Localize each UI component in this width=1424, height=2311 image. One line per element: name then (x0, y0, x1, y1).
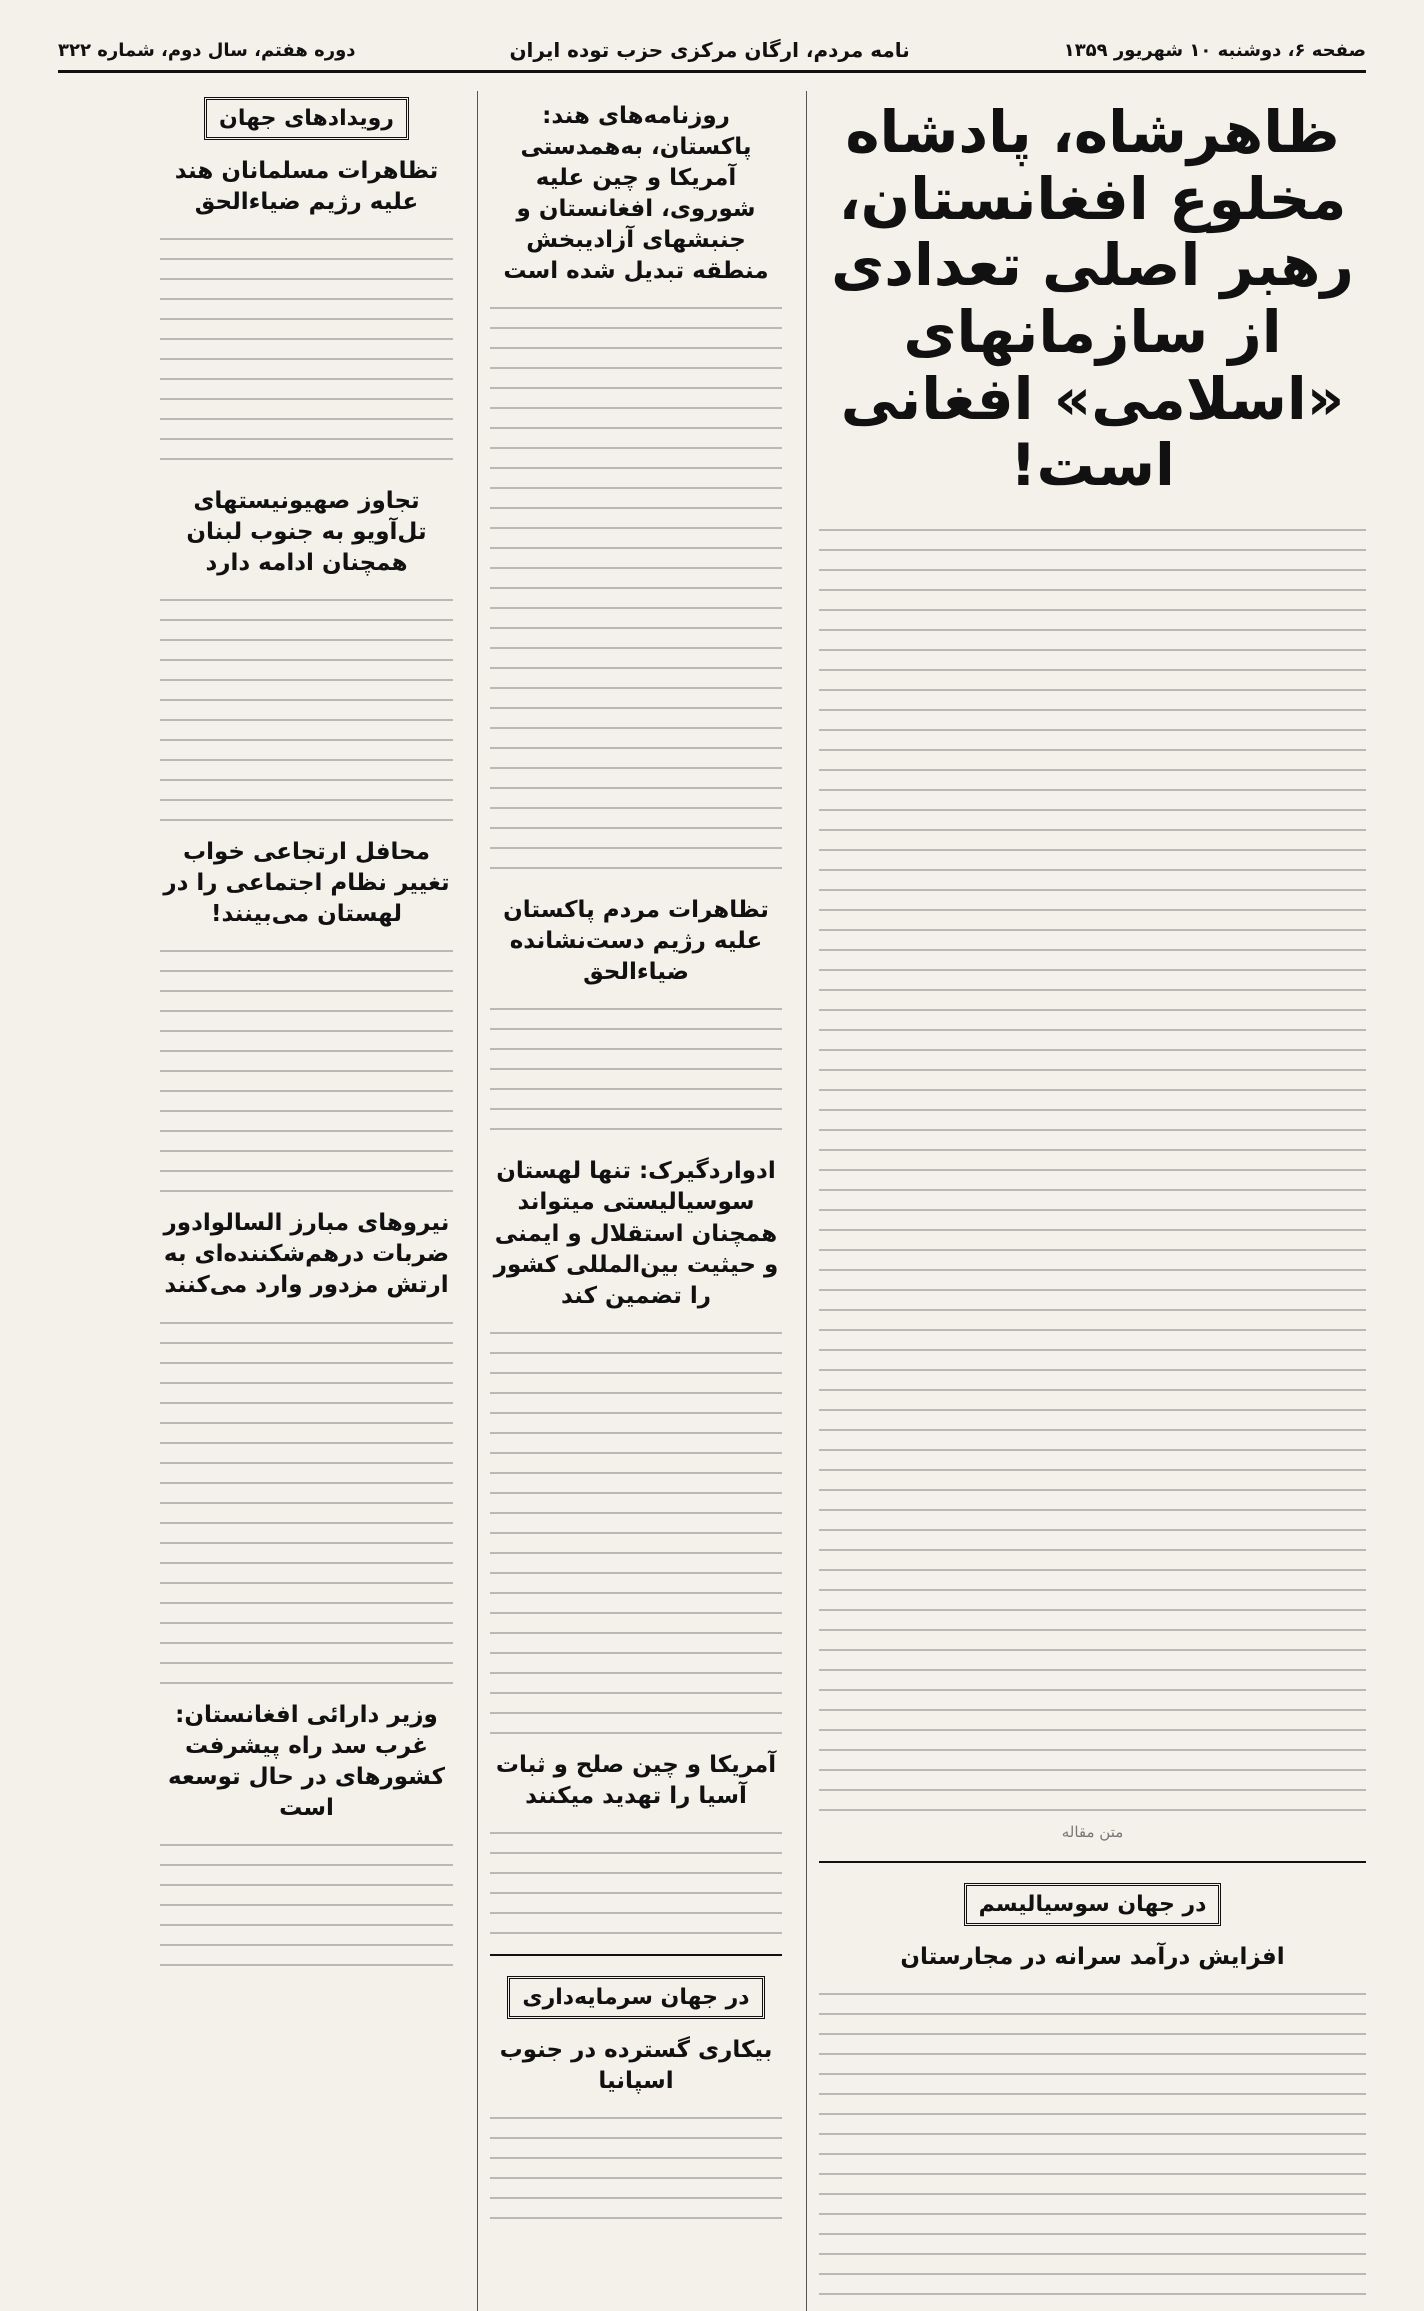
article-india-body (160, 226, 453, 476)
masthead (58, 38, 1366, 73)
section-badge-capitalism: در جهان سرمایه‌داری (507, 1976, 764, 2019)
headline-poland: محافل ارتجاعی خواب تغییر نظام اجتماعی را در لهستان می‌بینند! (163, 839, 450, 928)
middle-column (477, 91, 782, 2311)
article-afghan-finance-body (160, 1832, 453, 1982)
headline-pakistan-usa-china: روزنامه‌های هند: پاکستان، به‌همدستی آمریکا و چین علیه شوروی، افغانستان و جنبشهای آزادیبخش منطقه تبدیل شده است (503, 103, 769, 285)
masthead-date: صفحه ۶، دوشنبه ۱۰ شهریور ۱۳۵۹ (1063, 39, 1366, 61)
headline-afghan-finance: وزیر دارائی افغانستان: غرب سد راه پیشرفت کشورهای در حال توسعه است (168, 1701, 445, 1821)
headline-usa-china-asia: آمریکا و چین صلح و ثبات آسیا را تهدید میکنند (495, 1751, 777, 1809)
article-poland-body (160, 938, 453, 1198)
article-pakistan-body (490, 295, 782, 885)
headline-hungary: افزایش درآمد سرانه در مجارستان (900, 1944, 1285, 1971)
headline-spain: بیکاری گسترده در جنوب اسپانیا (499, 2036, 773, 2094)
article-lebanon-body (160, 587, 453, 827)
masthead-publication: نامه مردم، ارگان مرکزی حزب توده ایران (509, 38, 910, 62)
article-protests-body (490, 996, 782, 1146)
masthead-issue: دوره هفتم، سال دوم، شماره ۳۲۲ (58, 39, 356, 61)
article-gierek-body (490, 1320, 782, 1740)
article-asia-body (490, 1820, 782, 1940)
divider (819, 1861, 1366, 1863)
article-hungary-body (819, 1981, 1366, 2311)
lead-column (806, 91, 1366, 2311)
headline-lebanon: تجاوز صهیونیستهای تل‌آویو به جنوب لبنان همچنان ادامه دارد (186, 488, 427, 577)
lead-article-body (819, 517, 1366, 1817)
headline-gierek: ادواردگیرک: تنها لهستان سوسیالیستی میتواند همچنان استقلال و ایمنی و حیثیت بین‌المللی کشور را تضمین کند (493, 1158, 779, 1309)
divider (490, 1954, 782, 1956)
lead-headline: ظاهرشاه، پادشاه مخلوع افغانستان، رهبر اصلی تعدادی از سازمانهای «اسلامی» افغانی است! (831, 98, 1354, 500)
article-el-salvador-body (160, 1310, 453, 1690)
section-badge-world-events: رویدادهای جهان (204, 97, 409, 140)
content-grid (58, 91, 1366, 2094)
headline-pakistan-protests: تظاهرات مردم پاکستان علیه رژیم دست‌نشانده ضیاءالحق (503, 897, 769, 986)
article-spain-body (490, 2105, 782, 2225)
headline-india-muslims: تظاهرات مسلمانان هند علیه رژیم ضیاءالحق (174, 158, 439, 216)
section-badge-socialism: در جهان سوسیالیسم (964, 1883, 1222, 1926)
headline-el-salvador: نیروهای مبارز السالوادور ضربات درهم‌شکننده‌ای به ارتش مزدور وارد می‌کنند (163, 1210, 450, 1299)
body-placeholder: متن مقاله (1061, 1823, 1124, 1842)
left-column (148, 91, 453, 2311)
